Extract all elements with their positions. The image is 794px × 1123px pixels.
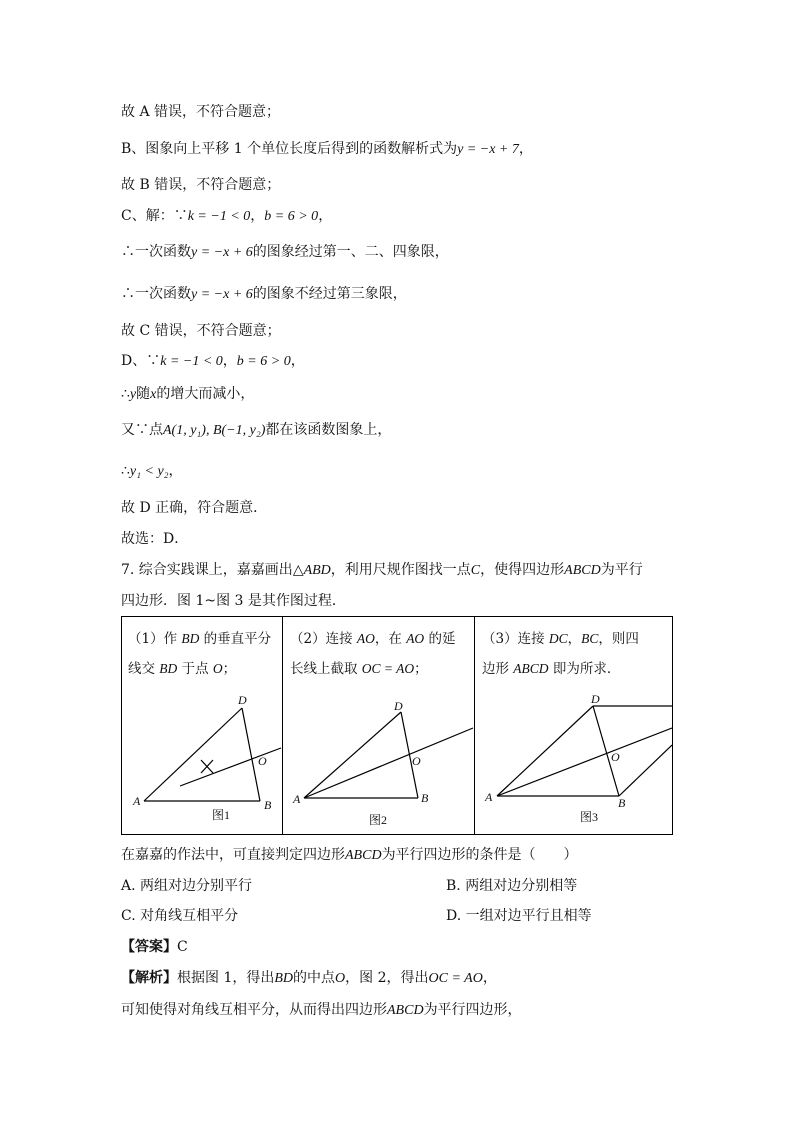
label-A: A bbox=[485, 790, 493, 804]
step-1-text: （1）作 BD 的垂直平分 线交 BD 于点 O； bbox=[128, 631, 272, 677]
figure-caption: 图1 bbox=[212, 808, 231, 822]
label-D: D bbox=[238, 693, 247, 707]
solution-line: ∴一次函数y = −x + 6的图象经过第一、二、四象限， bbox=[121, 244, 449, 260]
segment-AD bbox=[497, 706, 593, 796]
solution-line: 故 D 正确，符合题意． bbox=[121, 500, 268, 516]
option-c: C. 对角线互相平分 bbox=[121, 908, 239, 924]
math-expression: b = 6 > 0 bbox=[236, 354, 291, 369]
figure-1 bbox=[122, 690, 282, 834]
solution-line: 又∵点A(1, y₁), B(−1, y₂)都在该函数图象上， bbox=[121, 422, 392, 438]
segment-AD bbox=[144, 708, 242, 801]
math-expression: k = −1 < 0 bbox=[160, 354, 223, 369]
ray-AO bbox=[304, 728, 473, 798]
math-expression: b = 6 > 0 bbox=[264, 209, 319, 224]
step-2-text: （2）连接 AO，在 AO 的延 长线上截取 OC = AO； bbox=[290, 631, 456, 677]
label-B: B bbox=[618, 796, 626, 810]
label-B: B bbox=[421, 791, 429, 805]
label-D: D bbox=[394, 699, 403, 713]
solution-line: 故选：D． bbox=[121, 531, 189, 547]
math-expression: y₁ < y₂ bbox=[129, 464, 169, 479]
diagonal-AC bbox=[497, 728, 672, 796]
question-line: 四边形．图 1~图 3 是其作图过程． bbox=[121, 593, 346, 609]
analysis-line: 【解析】根据图 1，得出BD的中点O，图 2，得出OC = AO， bbox=[121, 970, 497, 986]
solution-line: ∴y₁ < y₂， bbox=[121, 463, 183, 479]
analysis-line: 可知使得对角线互相平分，从而得出四边形ABCD为平行四边形， bbox=[121, 1002, 522, 1018]
option-a: A. 两组对边分别平行 bbox=[121, 878, 253, 894]
answer-line: 【答案】C bbox=[121, 939, 188, 955]
math-expression: A(1, y₁), B(−1, y₂) bbox=[163, 423, 266, 438]
figure-3 bbox=[475, 690, 672, 834]
segment-AD bbox=[304, 712, 401, 798]
label-A: A bbox=[293, 792, 301, 806]
figure-caption: 图3 bbox=[580, 810, 599, 824]
solution-line: 故 C 错误，不符合题意； bbox=[121, 323, 281, 339]
option-b: B. 两组对边分别相等 bbox=[446, 878, 578, 894]
question-stem: 在嘉嘉的作法中，可直接判定四边形ABCD为平行四边形的条件是（ ） bbox=[121, 847, 578, 863]
solution-line: C、解：∵k = −1 < 0，b = 6 > 0， bbox=[121, 208, 333, 224]
label-O: O bbox=[412, 754, 421, 768]
math-expression: y = −x + 7 bbox=[457, 142, 519, 157]
segment-BC bbox=[619, 745, 672, 796]
math-expression: y = −x + 6 bbox=[191, 245, 253, 260]
label-A: A bbox=[133, 794, 141, 808]
label-O: O bbox=[611, 750, 620, 764]
solution-line: D、∵k = −1 < 0，b = 6 > 0， bbox=[121, 353, 305, 369]
solution-line: B、图象向上平移 1 个单位长度后得到的函数解析式为y = −x + 7， bbox=[121, 141, 533, 157]
solution-line: ∴一次函数y = −x + 6的图象不经过第三象限， bbox=[121, 286, 407, 302]
label-O: O bbox=[258, 754, 267, 768]
label-D: D bbox=[591, 692, 600, 706]
math-expression: y = −x + 6 bbox=[191, 287, 253, 302]
solution-line: 故 A 错误，不符合题意； bbox=[121, 104, 281, 120]
solution-line: 故 B 错误，不符合题意； bbox=[121, 177, 281, 193]
option-d: D. 一组对边平行且相等 bbox=[446, 908, 592, 924]
label-B: B bbox=[264, 798, 272, 812]
math-expression: k = −1 < 0 bbox=[187, 209, 251, 224]
solution-line: ∴y随x的增大而减小， bbox=[121, 386, 255, 402]
question-line: 7. 综合实践课上，嘉嘉画出△ABD，利用尺规作图找一点C，使得四边形ABCD为平行 bbox=[121, 562, 643, 578]
figure-caption: 图2 bbox=[369, 813, 388, 827]
step-3-text: （3）连接 DC，BC，则四 边形 ABCD 即为所求． bbox=[482, 631, 639, 677]
figure-2 bbox=[283, 690, 474, 834]
